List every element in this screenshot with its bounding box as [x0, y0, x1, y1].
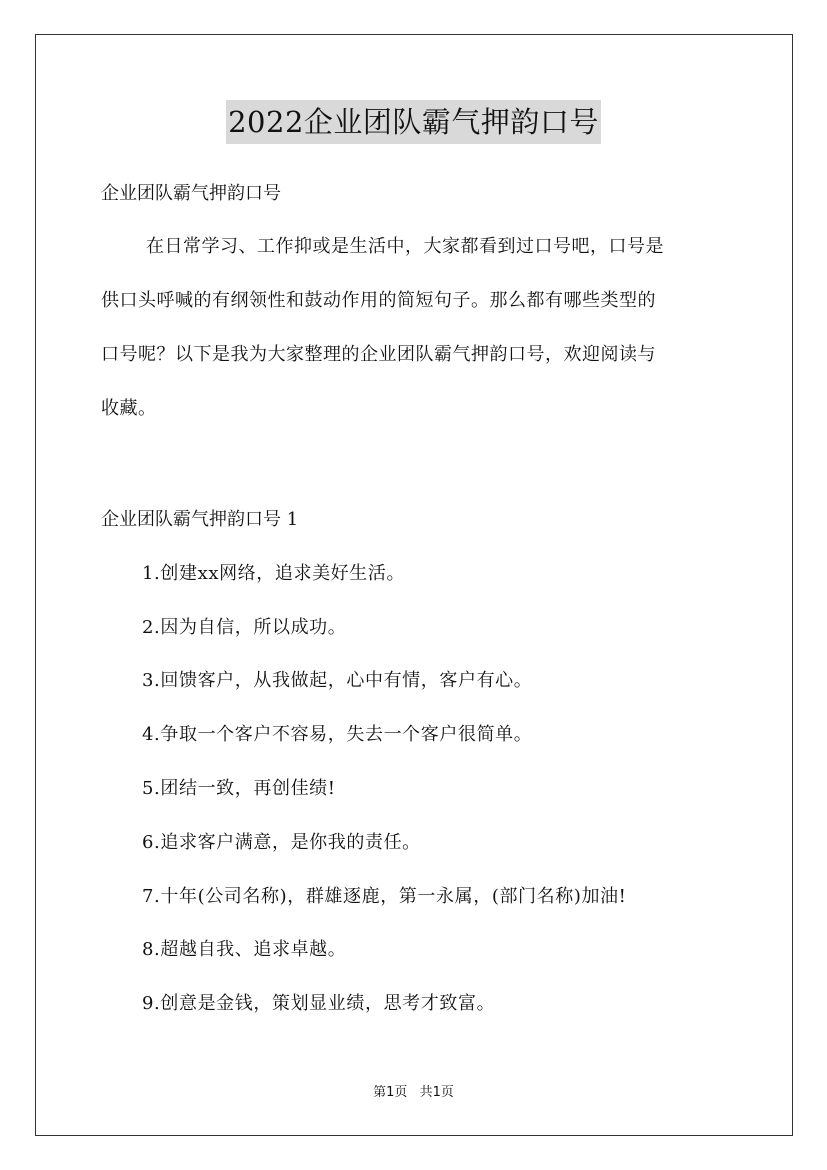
section-heading: 企业团队霸气押韵口号 1: [101, 509, 299, 530]
intro-heading: 企业团队霸气押韵口号: [101, 183, 281, 204]
slogan-item: 4.争取一个客户不容易，失去一个客户很简单。: [142, 724, 533, 745]
page-number: 第1页: [373, 1085, 408, 1100]
intro-paragraph-line: 口号呢？以下是我为大家整理的企业团队霸气押韵口号，欢迎阅读与: [101, 344, 656, 365]
document-title: [0, 100, 827, 144]
document-title-text: 2022企业团队霸气押韵口号: [226, 100, 601, 144]
slogan-item: 6.追求客户满意，是你我的责任。: [142, 832, 421, 853]
slogan-item: 3.回馈客户，从我做起，心中有情，客户有心。: [142, 670, 533, 691]
slogan-item: 7.十年(公司名称)，群雄逐鹿，第一永属，(部门名称)加油!: [142, 886, 627, 907]
slogan-item: 8.超越自我、追求卓越。: [142, 939, 347, 960]
slogan-item: 2.因为自信，所以成功。: [142, 617, 347, 638]
intro-paragraph-line: 供口头呼喊的有纲领性和鼓动作用的简短句子。那么都有哪些类型的: [101, 290, 656, 311]
page-footer: [0, 1084, 827, 1102]
slogan-item: 9.创意是金钱，策划显业绩，思考才致富。: [142, 993, 496, 1014]
intro-paragraph-line: 在日常学习、工作抑或是生活中，大家都看到过口号吧，口号是: [146, 236, 664, 257]
intro-paragraph-line: 收藏。: [101, 398, 157, 419]
page-total: 共1页: [419, 1085, 454, 1100]
slogan-item: 1.创建xx网络，追求美好生活。: [142, 563, 406, 584]
slogan-item: 5.团结一致，再创佳绩!: [142, 778, 336, 799]
